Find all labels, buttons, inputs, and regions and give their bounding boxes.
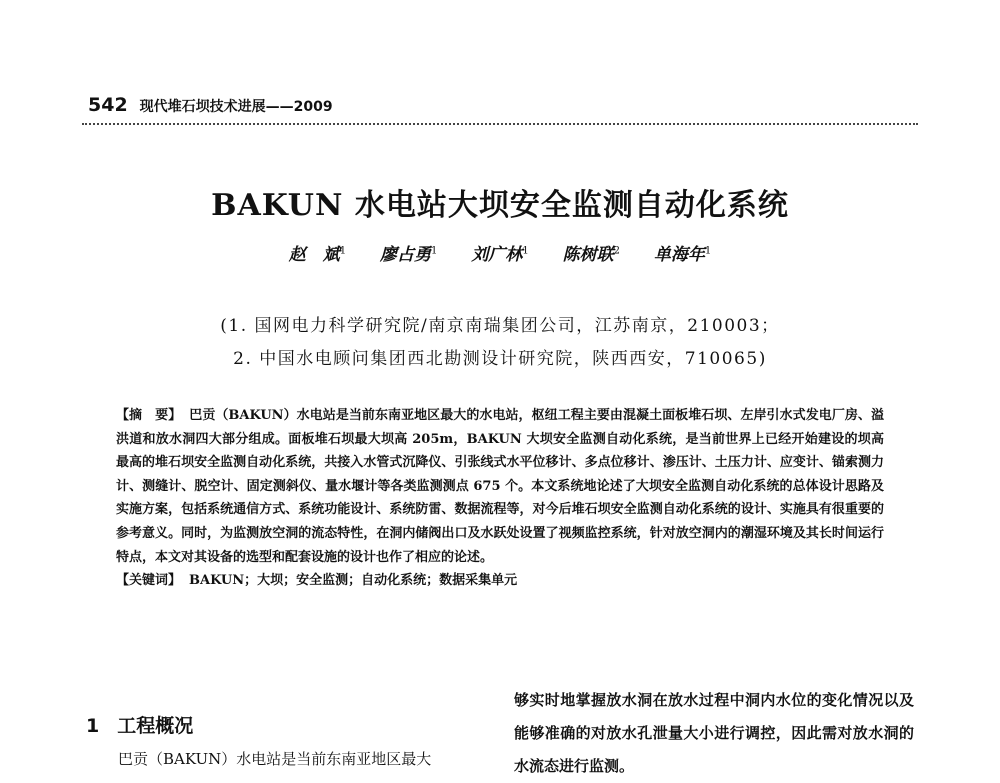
author: 廖占勇$^1$ bbox=[380, 245, 438, 265]
affiliation: 2. 中国水电顾问集团西北勘测设计研究院，陕西西安，710065) bbox=[233, 349, 767, 369]
section-heading-text: 工程概况 bbox=[117, 715, 194, 737]
section-heading bbox=[86, 711, 193, 738]
paper-title: BAKUN 水电站大坝安全监测自动化系统 bbox=[211, 188, 789, 223]
abstract-label: 【摘 要】 bbox=[116, 408, 182, 423]
body-text-right: 够实时地掌握放水洞在放水过程中洞内水位的变化情况以及能够准确的对放水孔泄量大小进行调控，因此需对放水洞的水流态进行监测。 bbox=[514, 691, 914, 775]
section-number: 1 bbox=[86, 715, 100, 737]
author: 刘广林$^1$ bbox=[471, 245, 529, 265]
affiliation: (1. 国网电力科学研究院/南京南瑞集团公司，江苏南京，210003； bbox=[220, 316, 780, 336]
running-title: 现代堆石坝技术进展——2009 bbox=[139, 99, 333, 115]
keywords-line bbox=[116, 569, 884, 593]
page-number: 542 bbox=[88, 94, 128, 116]
author-list bbox=[0, 240, 1000, 265]
abstract-text: 巴贡（BAKUN）水电站是当前东南亚地区最大的水电站，枢纽工程主要由混凝土面板堆石坝、左岸引水式发电厂房、溢洪道和放水洞四大部分组成。面板堆石坝最大坝高 205m，BAKUN 大坝安全监测自动化系统，是当前世界上已经开始建设的坝高最高的堆石坝安全监测自动化系统，共接入水管式沉降仪、引张线式水平位移计、多点位移计、渗压计、土压力计、应变计、锚索测力计、测缝计、脱空计、固定测斜仪、量水堰计等各类监测测点 675 个。本文系统地论述了大坝安全监测自动化系统的总体设计思路及实施方案，包括系统通信方式、系统功能设计、系统防雷、数据流程等，对今后堆石坝安全监测自动化系统的设计、实施具有很重要的参考意义。同时，为监测放空洞的流态特性，在洞内储阀出口及水跃处设置了视频监控系统，针对放空洞内的潮湿环境及其长时间运行特点，本文对其设备的选型和配套设施的设计也作了相应的论述。 bbox=[116, 408, 884, 565]
author: 陈树联$^2$ bbox=[562, 245, 620, 265]
body-text-left: 巴贡（BAKUN）水电站是当前东南亚地区最大 bbox=[118, 750, 432, 768]
header-divider bbox=[82, 123, 918, 125]
keywords-text: BAKUN；大坝；安全监测；自动化系统；数据采集单元 bbox=[189, 573, 518, 589]
abstract-block bbox=[116, 404, 884, 593]
keywords-label: 【关键词】 bbox=[116, 573, 182, 589]
author: 单海年$^1$ bbox=[653, 245, 712, 265]
author: 赵 斌$^1$ bbox=[288, 245, 347, 265]
running-header bbox=[88, 94, 918, 116]
